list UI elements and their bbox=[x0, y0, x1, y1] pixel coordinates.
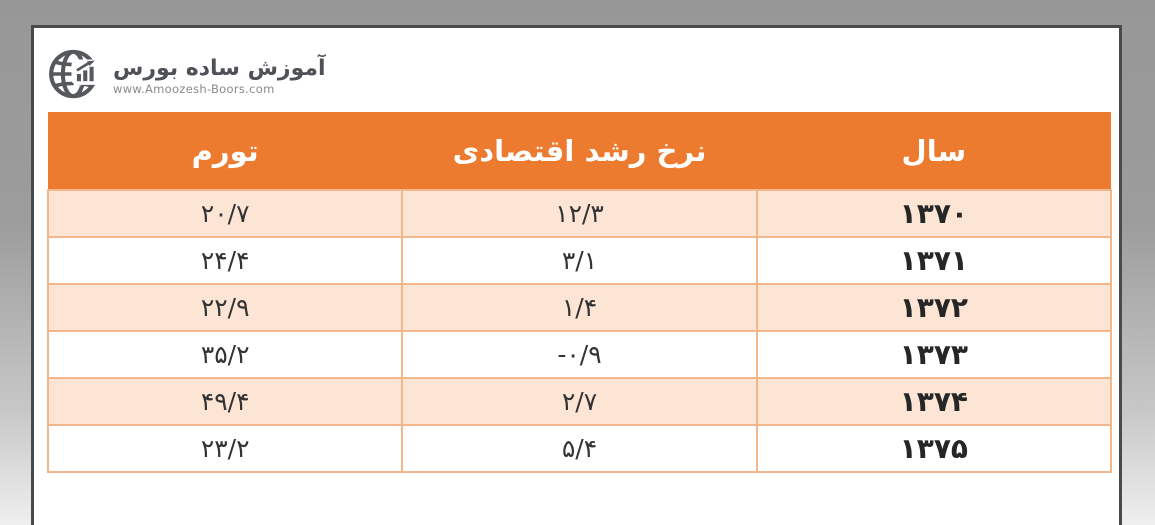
table-row bbox=[48, 190, 1111, 237]
table-cell-inflation: ۲۳/۲ bbox=[48, 425, 402, 472]
table-cell-inflation: ۲۰/۷ bbox=[48, 190, 402, 237]
table-header-row bbox=[48, 112, 1111, 190]
column-header-growth-rate: نرخ رشد اقتصادی bbox=[402, 112, 756, 190]
globe-chart-icon bbox=[47, 46, 105, 106]
table-cell-growth-rate: ۲/۷ bbox=[402, 378, 756, 425]
logo bbox=[47, 46, 326, 106]
table-row bbox=[48, 378, 1111, 425]
table-row bbox=[48, 331, 1111, 378]
table-cell-growth-rate: -۰/۹ bbox=[402, 331, 756, 378]
table-cell-growth-rate: ۳/۱ bbox=[402, 237, 756, 284]
table-cell-year: ۱۳۷۲ bbox=[757, 284, 1111, 331]
table-cell-year: ۱۳۷۰ bbox=[757, 190, 1111, 237]
table-row bbox=[48, 425, 1111, 472]
table-cell-year: ۱۳۷۵ bbox=[757, 425, 1111, 472]
table-row bbox=[48, 284, 1111, 331]
page bbox=[31, 25, 1122, 525]
column-header-inflation: تورم bbox=[48, 112, 402, 190]
table-cell-inflation: ۴۹/۴ bbox=[48, 378, 402, 425]
table-cell-year: ۱۳۷۱ bbox=[757, 237, 1111, 284]
table-cell-growth-rate: ۵/۴ bbox=[402, 425, 756, 472]
logo-title: آموزش ساده بورس bbox=[113, 55, 326, 81]
table-cell-inflation: ۳۵/۲ bbox=[48, 331, 402, 378]
table-body bbox=[48, 190, 1111, 472]
table-cell-growth-rate: ۱/۴ bbox=[402, 284, 756, 331]
data-table bbox=[47, 112, 1112, 473]
logo-url: www.Amoozesh-Boors.com bbox=[113, 82, 275, 97]
table-row bbox=[48, 237, 1111, 284]
table-cell-year: ۱۳۷۴ bbox=[757, 378, 1111, 425]
table-header bbox=[48, 112, 1111, 190]
table-cell-inflation: ۲۴/۴ bbox=[48, 237, 402, 284]
table-cell-inflation: ۲۲/۹ bbox=[48, 284, 402, 331]
table-cell-year: ۱۳۷۳ bbox=[757, 331, 1111, 378]
table-cell-growth-rate: ۱۲/۳ bbox=[402, 190, 756, 237]
column-header-year: سال bbox=[757, 112, 1111, 190]
logo-text bbox=[113, 56, 326, 96]
